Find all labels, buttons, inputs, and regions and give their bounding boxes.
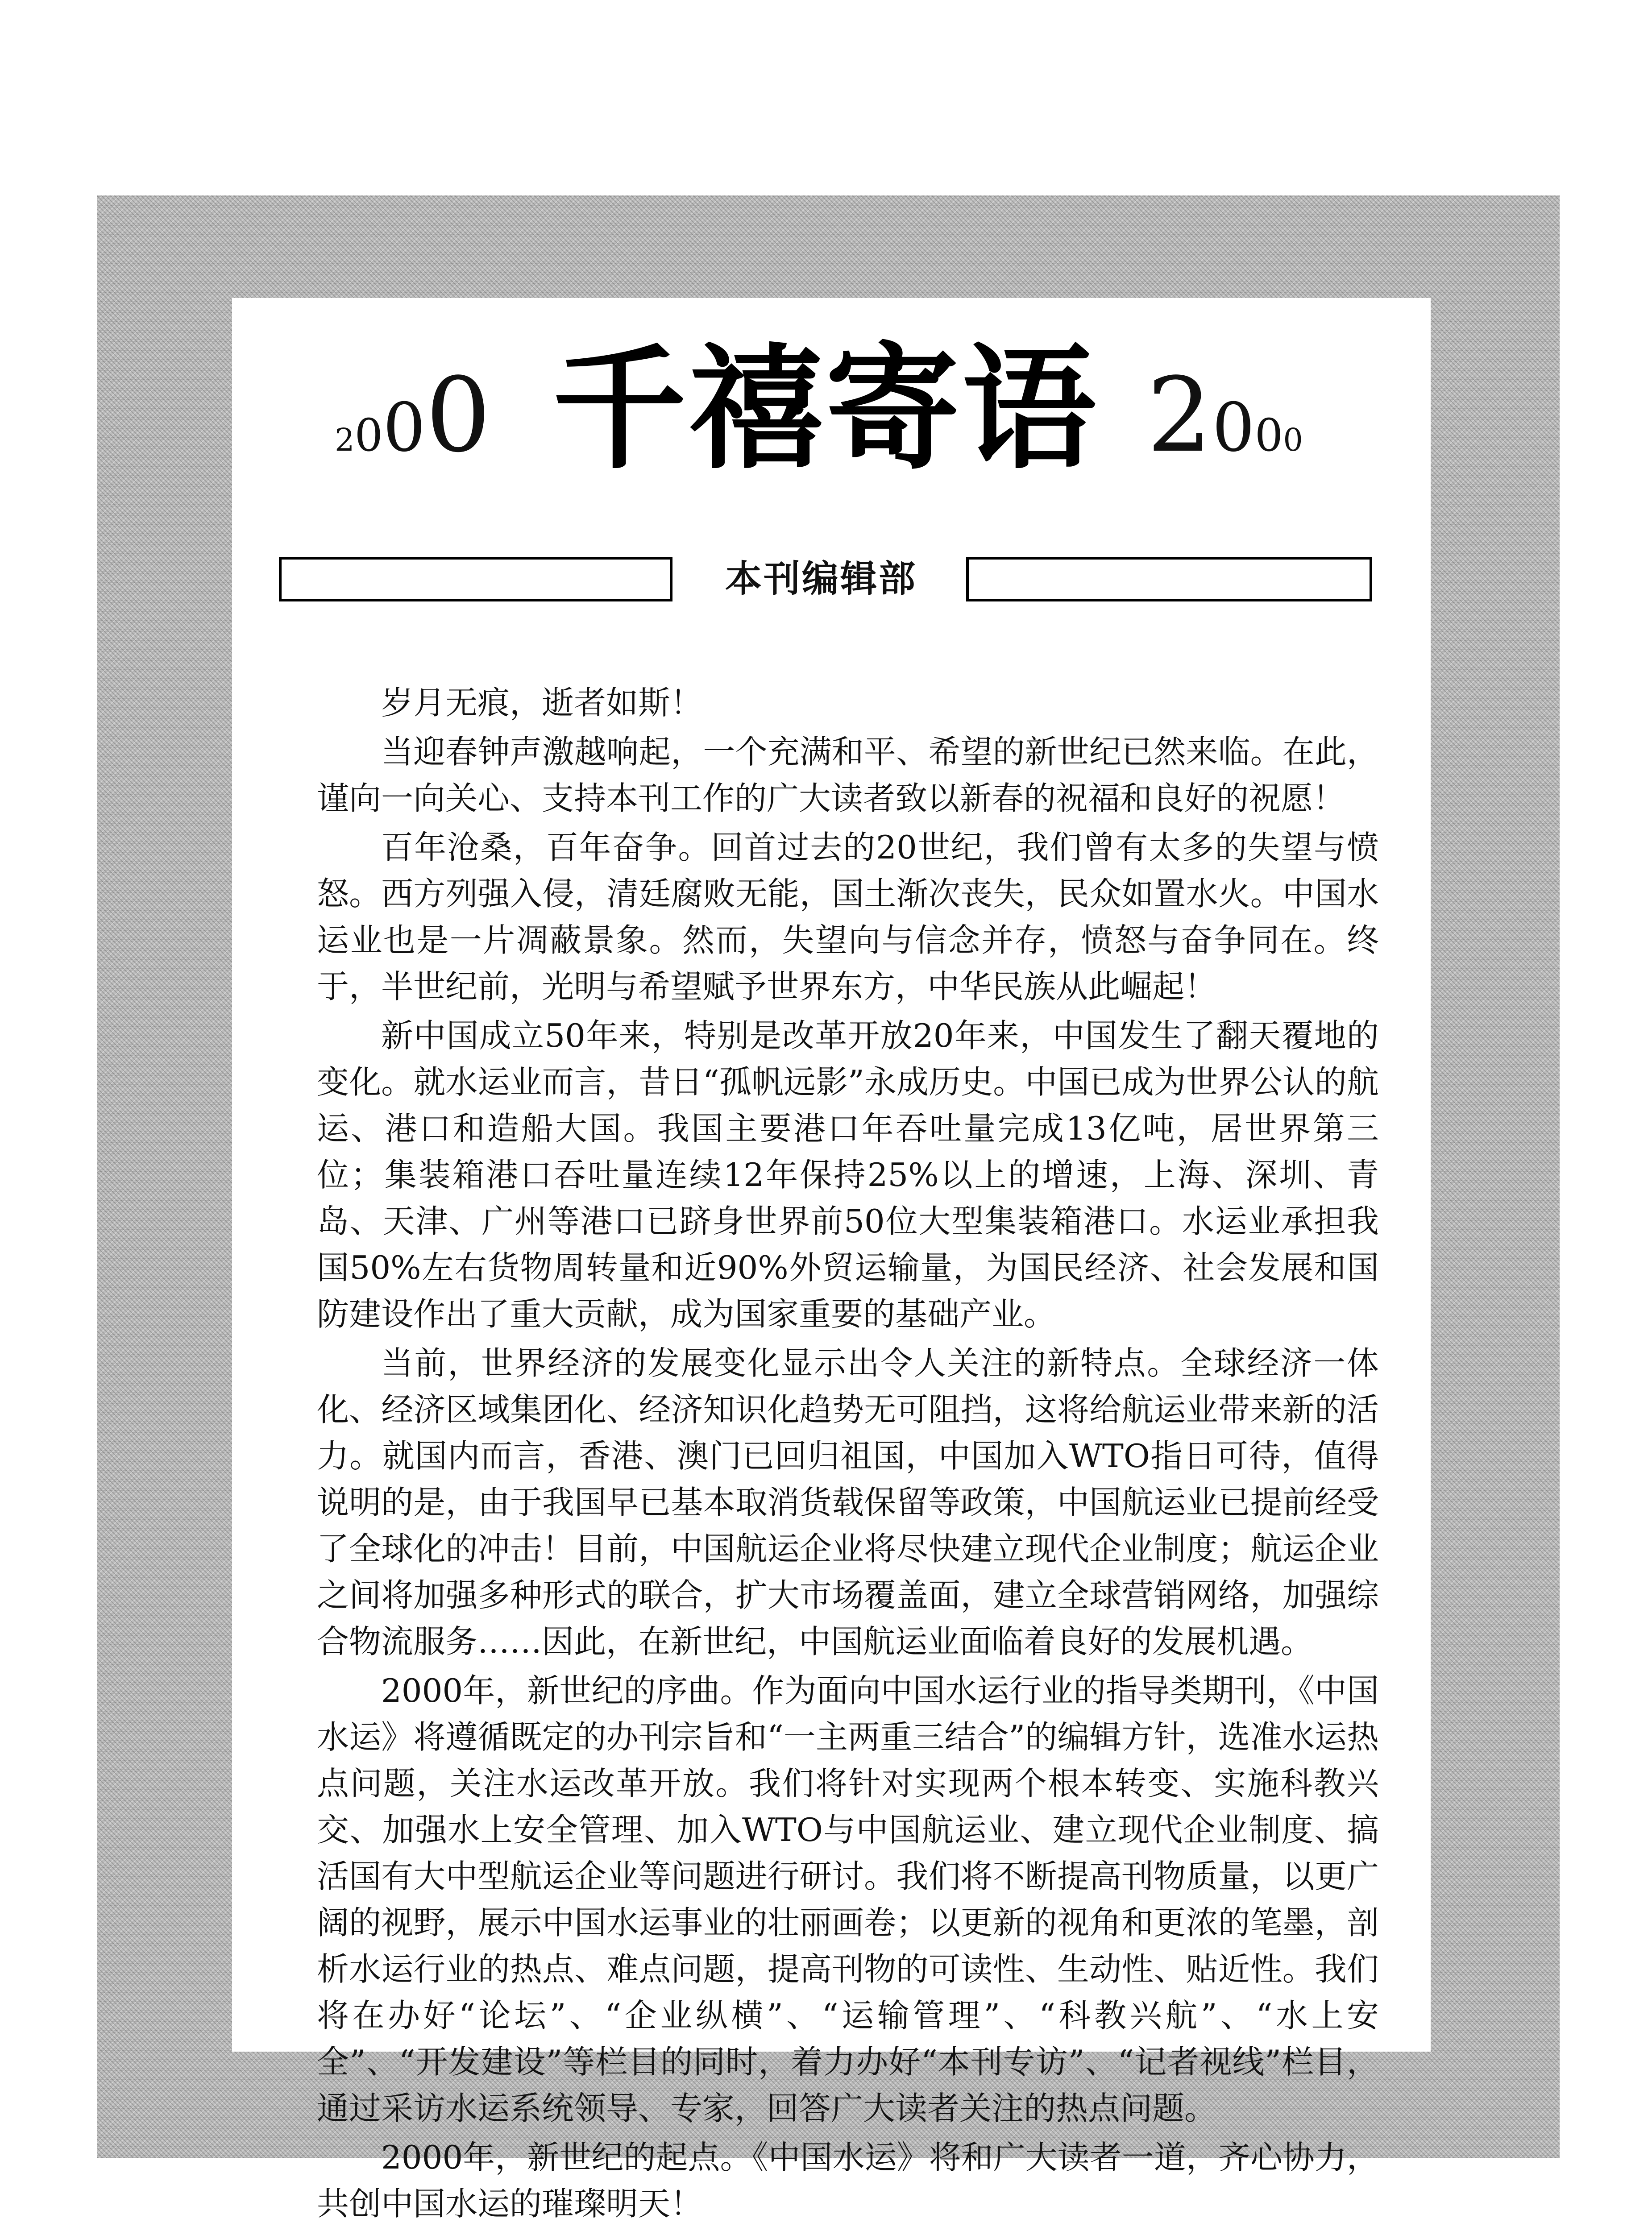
article-paragraph: 2000年，新世纪的起点。《中国水运》将和广大读者一道，齐心协力，共创中国水运的璀璨明天！ (317, 2139, 1379, 2223)
deco-left-digit-3: 0 (383, 389, 426, 467)
title-row (232, 325, 1431, 487)
deco-right-digit-3: 0 (1254, 409, 1283, 461)
article-paragraph: 2000年，新世纪的序曲。作为面向中国水运行业的指导类期刊，《中国水运》将遵循既定的办刊宗旨和“一主两重三结合”的编辑方针，选准水运热点问题，关注水运改革开放。我们将针对实现两个根本转变、实施科教兴交、加强水上安全管理、加入WTO与中国航运业、建立现代企业制度、搞活国有大中型航运企业等问题进行研讨。我们将不断提高刊物质量，以更广阔的视野，展示中国水运事业的壮丽画卷；以更新的视角和更浓的笔墨，剖析水运行业的热点、难点问题，提高刊物的可读性、生动性、贴近性。我们将在办好“论坛”、“企业纵横”、“运输管理”、“科教兴航”、“水上安全”、“开发建设”等栏目的同时，着力办好“本刊专访”、“记者视线”栏目，通过采访水运系统领导、专家，回答广大读者关注的热点问题。 (317, 1672, 1379, 2127)
deco-left-digit-1: 2 (335, 422, 355, 458)
byline-bar-right (966, 557, 1372, 601)
year-decoration-left (335, 356, 491, 475)
byline-bar-left (279, 557, 672, 601)
page-panel (232, 298, 1431, 2223)
article-body (317, 680, 1379, 2230)
byline-row (232, 555, 1431, 613)
year-decoration-right (1147, 356, 1303, 475)
article-paragraph: 新中国成立50年来，特别是改革开放20年来，中国发生了翻天覆地的变化。就水运业而言，昔日“孤帆远影”永成历史。中国已成为世界公认的航运、港口和造船大国。我国主要港口年吞吐量完成13亿吨，居世界第三位；集装箱港口吞吐量连续12年保持25%以上的增速，上海、深圳、青岛、天津、广州等港口已跻身世界前50位大型集装箱港口。水运业承担我国50%左右货物周转量和近90%外贸运输量，为国民经济、社会发展和国防建设作出了重大贡献，成为国家重要的基础产业。 (317, 1017, 1379, 1333)
page-title: 千禧寄语 (552, 332, 1099, 487)
deco-right-digit-4: 0 (1283, 422, 1303, 458)
deco-left-digit-4: 0 (425, 356, 491, 475)
article-paragraph: 百年沧桑，百年奋争。回首过去的20世纪，我们曾有太多的失望与愤怒。西方列强入侵，清廷腐败无能，国土渐次丧失，民众如置水火。中国水运业也是一片凋蔽景象。然而，失望向与信念并存，愤怒与奋争同在。终于，半世纪前，光明与希望赋予世界东方，中华民族从此崛起！ (317, 829, 1379, 1005)
deco-left-digit-2: 0 (354, 409, 383, 461)
deco-right-digit-2: 0 (1212, 389, 1255, 467)
article-paragraph: 当前，世界经济的发展变化显示出令人关注的新特点。全球经济一体化、经济区域集团化、经济知识化趋势无可阻挡，这将给航运业带来新的活力。就国内而言，香港、澳门已回归祖国，中国加入WTO指日可待，值得说明的是，由于我国早已基本取消货载保留等政策，中国航运业已提前经受了全球化的冲击！目前，中国航运企业将尽快建立现代企业制度；航运企业之间将加强多种形式的联合，扩大市场覆盖面，建立全球营销网络，加强综合物流服务……因此，在新世纪，中国航运业面临着良好的发展机遇。 (317, 1344, 1379, 1660)
article-paragraph: 当迎春钟声激越响起，一个充满和平、希望的新世纪已然来临。在此，谨向一向关心、支持本刊工作的广大读者致以新春的祝福和良好的祝愿！ (317, 733, 1379, 817)
byline: 本刊编辑部 (725, 558, 917, 600)
deco-right-digit-1: 2 (1147, 356, 1212, 475)
article-paragraph: 岁月无痕，逝者如斯！ (381, 684, 703, 722)
